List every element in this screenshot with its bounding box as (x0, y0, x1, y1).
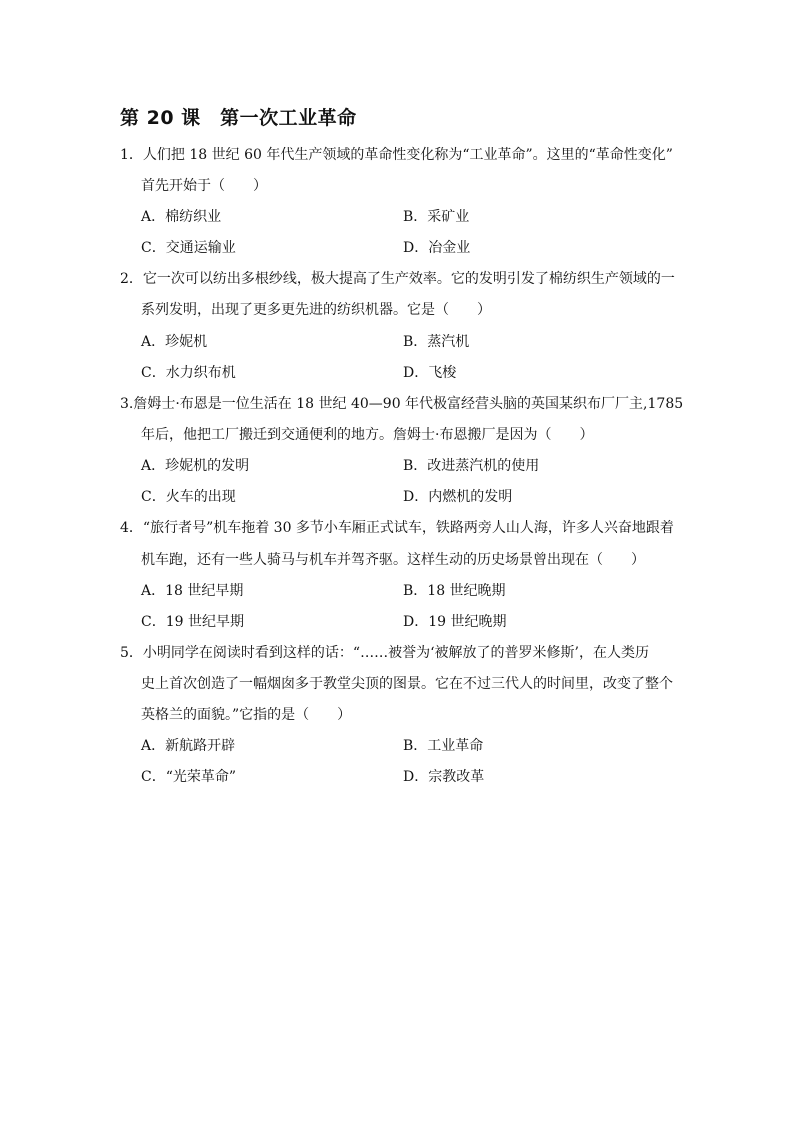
question-5-line-2: 史上首次创造了一幅烟囱多于教堂尖顶的图景。它在不过三代人的时间里，改变了整个 (141, 676, 673, 692)
question-4-line-1: 4．“旅行者号”机车拖着 30 多节小车厢正式试车，铁路两旁人山人海，许多人兴奋地跟着 (120, 520, 674, 536)
question-3-option-a: A．珍妮机的发明 (141, 458, 250, 474)
question-3-option-c: C．火车的出现 (141, 489, 236, 505)
question-5-option-a: A．新航路开辟 (141, 738, 236, 754)
question-3-line-1: 3.詹姆士·布恩是一位生活在 18 世纪 40—90 年代极富经营头脑的英国某织布厂厂主,1785 (120, 396, 684, 412)
question-3-line-2: 年后，他把工厂搬迁到交通便利的地方。詹姆士·布恩搬厂是因为（ ） (141, 427, 594, 443)
question-4-option-a: A．18 世纪早期 (141, 583, 244, 599)
question-1-option-c: C．交通运输业 (141, 240, 236, 256)
question-4-option-c: C．19 世纪早期 (141, 614, 244, 630)
question-5-option-d: D．宗教改革 (403, 769, 485, 785)
question-5-line-1: 5．小明同学在阅读时看到这样的话：“……被誉为‘被解放了的普罗米修斯’，在人类历 (120, 645, 649, 661)
lesson-title: 第 20 课 第一次工业革命 (120, 107, 357, 129)
question-1-option-d: D．冶金业 (403, 240, 471, 256)
question-1-option-a: A．棉纺织业 (141, 209, 222, 225)
question-2-option-a: A．珍妮机 (141, 334, 208, 350)
question-1-line-1: 1．人们把 18 世纪 60 年代生产领域的革命性变化称为“工业革命”。这里的“革命性变化” (120, 147, 673, 163)
question-2-option-c: C．水力织布机 (141, 365, 236, 381)
question-1-line-2: 首先开始于（ ） (141, 178, 267, 194)
question-3-option-d: D．内燃机的发明 (403, 489, 513, 505)
question-4-line-2: 机车跑，还有一些人骑马与机车并驾齐驱。这样生动的历史场景曾出现在（ ） (141, 552, 645, 568)
question-4-option-d: D．19 世纪晚期 (403, 614, 507, 630)
question-5-option-c: C．“光荣革命” (141, 769, 237, 785)
question-1-option-b: B．采矿业 (403, 209, 470, 225)
question-4-option-b: B．18 世纪晚期 (403, 583, 506, 599)
question-2-line-1: 2．它一次可以纺出多根纱线，极大提高了生产效率。它的发明引发了棉纺织生产领域的一 (120, 271, 675, 287)
question-3-option-b: B．改进蒸汽机的使用 (403, 458, 540, 474)
question-2-line-2: 系列发明，出现了更多更先进的纺织机器。它是（ ） (141, 302, 491, 318)
question-2-option-b: B．蒸汽机 (403, 334, 470, 350)
question-2-option-d: D．飞梭 (403, 365, 457, 381)
question-5-line-3: 英格兰的面貌。”它指的是（ ） (141, 707, 352, 723)
question-5-option-b: B．工业革命 (403, 738, 484, 754)
